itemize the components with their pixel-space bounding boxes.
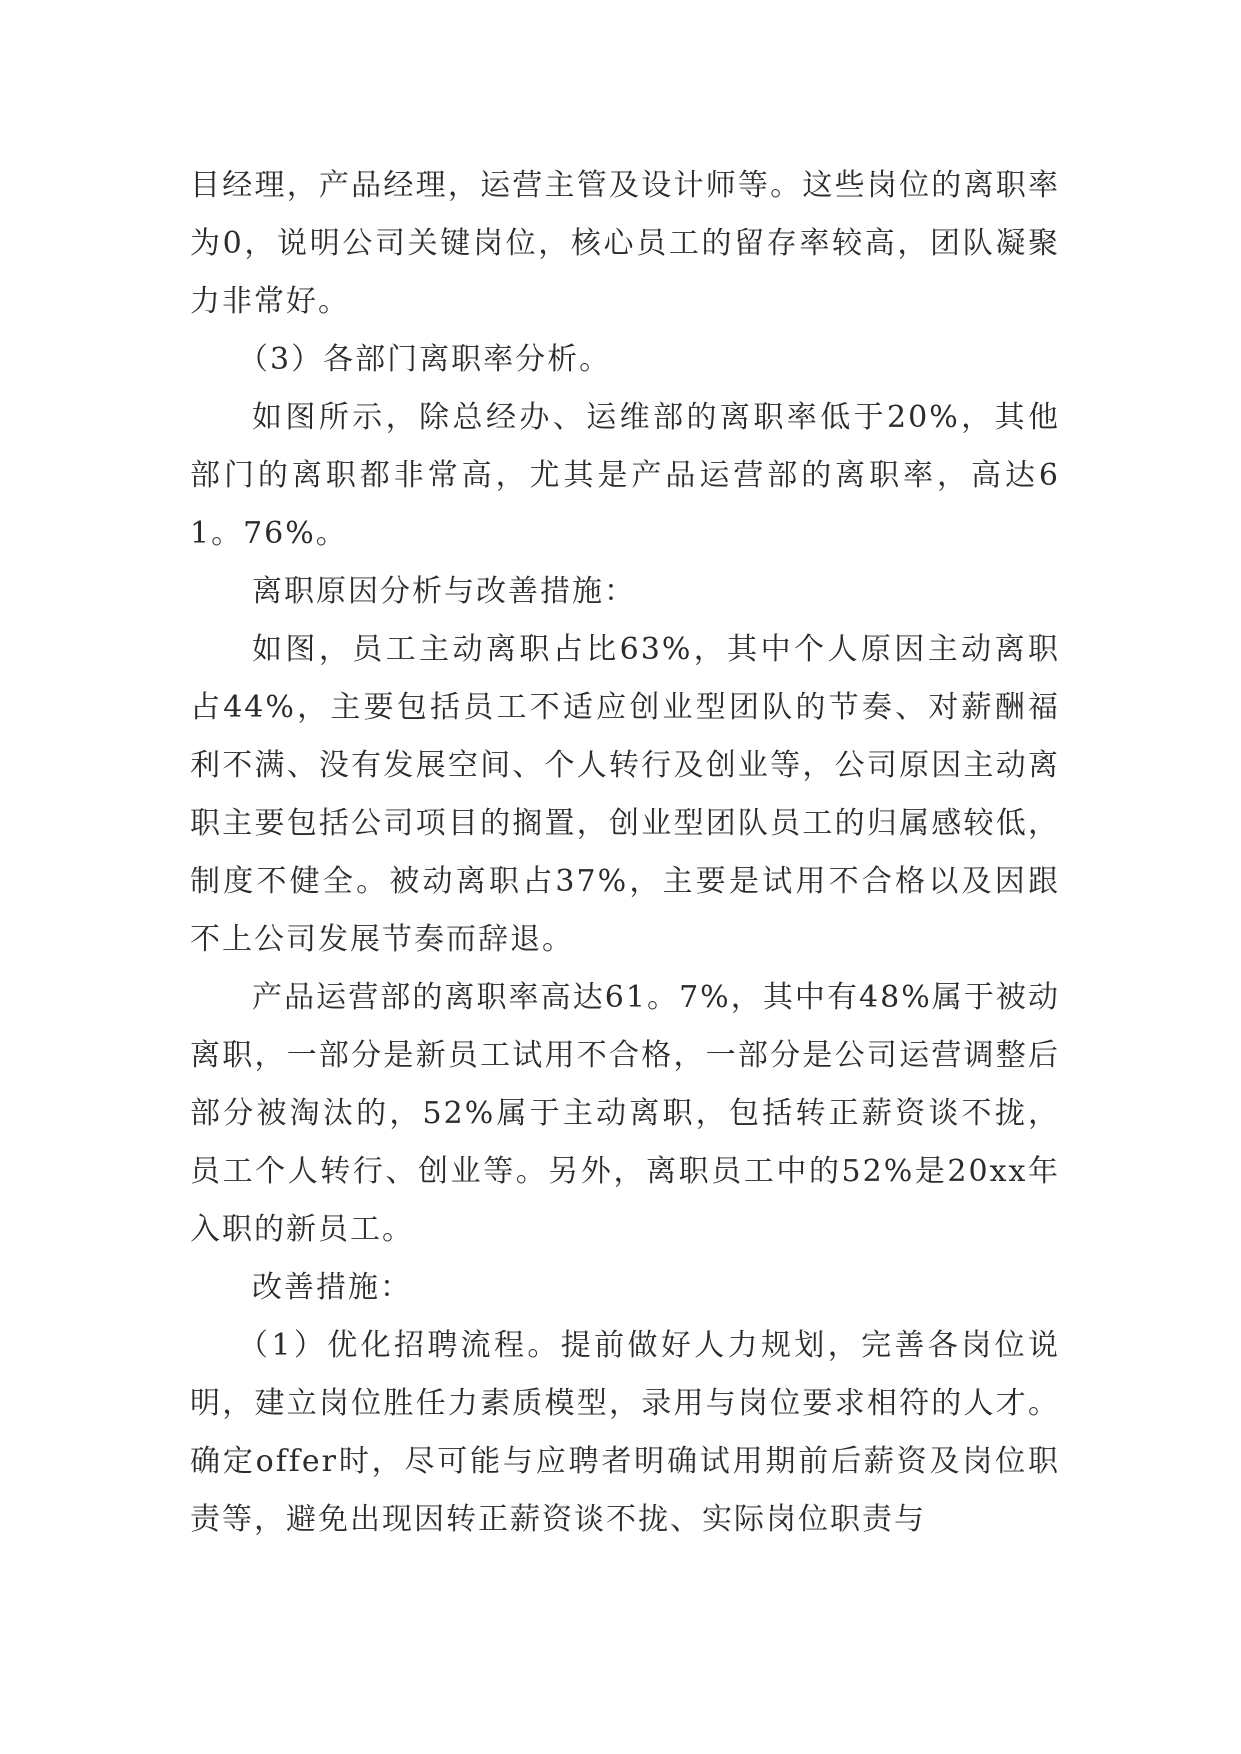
paragraph-product-operations: 产品运营部的离职率高达61。7%，其中有48%属于被动离职，一部分是新员工试用不合格，一部分是公司运营调整后部分被淘汰的，52%属于主动离职，包括转正薪资谈不拢，员工个人转行、创业等。另外，离职员工中的52%是20xx年入职的新员工。 <box>190 980 1060 1247</box>
paragraph-turnover-reasons: 如图，员工主动离职占比63%，其中个人原因主动离职占44%，主要包括员工不适应创业型团队的节奏、对薪酬福利不满、没有发展空间、个人转行及创业等，公司原因主动离职主要包括公司项目的搁置，创业型团队员工的归属感较低，制度不健全。被动离职占37%，主要是试用不合格以及因跟不上公司发展节奏而辞退。 <box>190 632 1060 957</box>
paragraph-key-positions-retention: 目经理，产品经理，运营主管及设计师等。这些岗位的离职率为0，说明公司关键岗位，核心员工的留存率较高，团队凝聚力非常好。 <box>190 168 1060 319</box>
paragraph-department-turnover: 如图所示，除总经办、运维部的离职率低于20%，其他部门的离职都非常高，尤其是产品运营部的离职率，高达61。76%。 <box>190 400 1060 551</box>
document-body <box>190 157 1060 1549</box>
section-heading-reasons-and-measures: 离职原因分析与改善措施： <box>252 574 636 609</box>
paragraph-optimize-recruitment: （1）优化招聘流程。提前做好人力规划，完善各岗位说明，建立岗位胜任力素质模型，录用与岗位要求相符的人才。确定offer时，尽可能与应聘者明确试用期前后薪资及岗位职责等，避免出现因转正薪资谈不拢、实际岗位职责与 <box>190 1328 1060 1537</box>
section-heading-department-turnover: （3）各部门离职率分析。 <box>238 342 612 377</box>
section-heading-improvement-measures: 改善措施： <box>252 1270 412 1305</box>
